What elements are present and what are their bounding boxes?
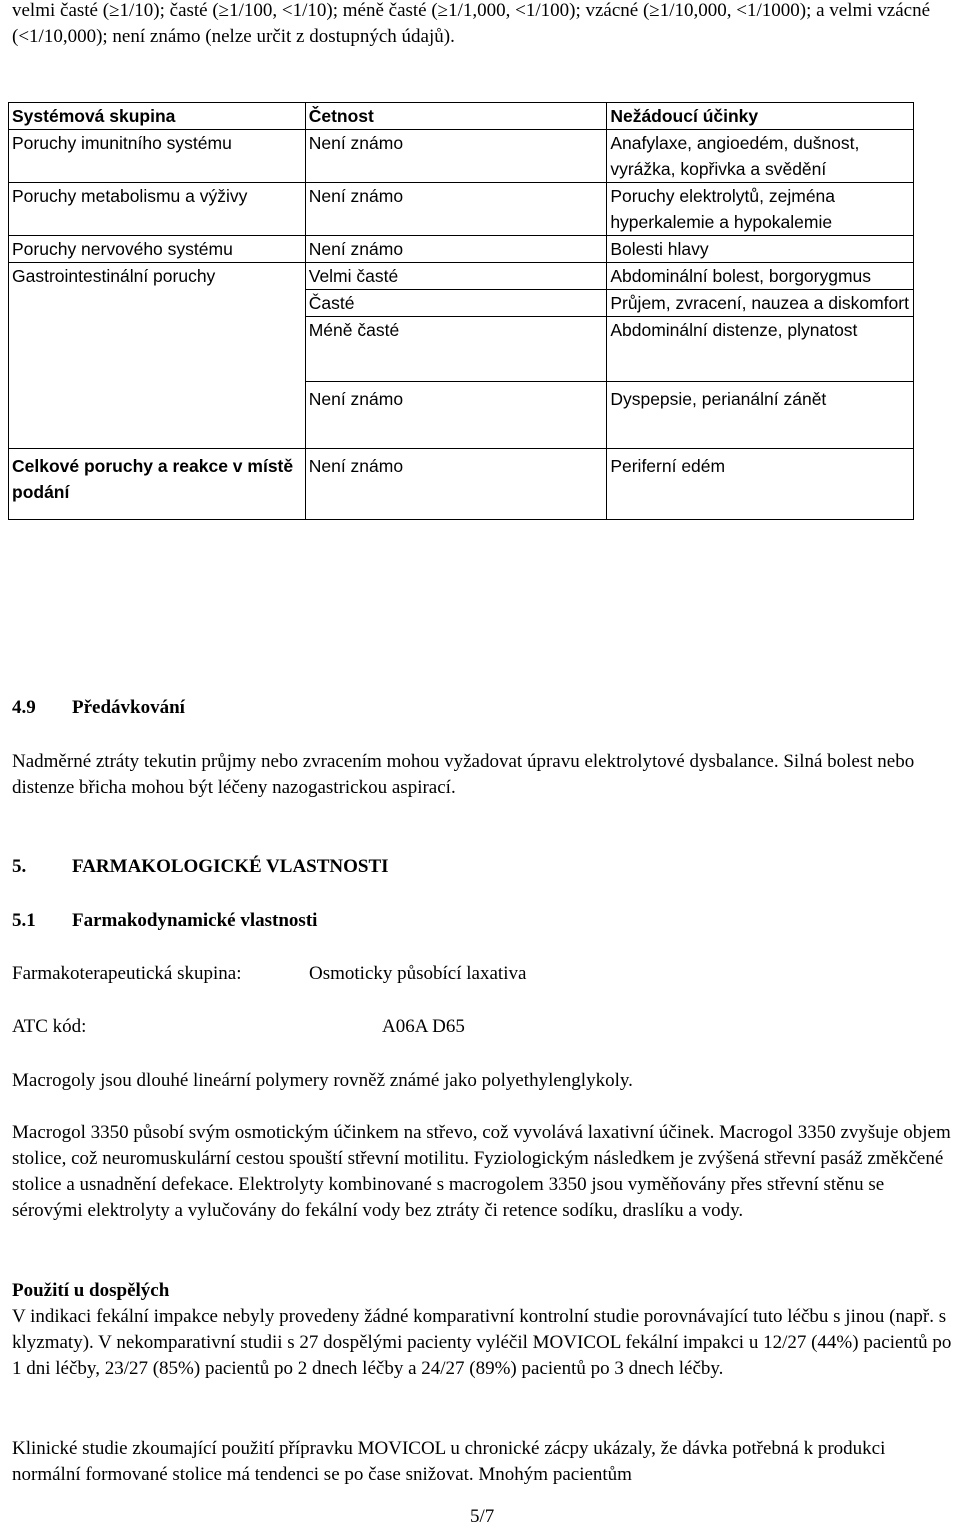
section-heading-5 <box>12 854 389 880</box>
system-cell: Poruchy imunitního systému <box>9 130 306 183</box>
effects-cell: Poruchy elektrolytů, zejména hyperkalemie a hypokalemie <box>607 183 914 236</box>
table-row <box>9 290 914 317</box>
effects-cell: Dyspepsie, perianální zánět <box>607 382 914 449</box>
mechanism-paragraph: Macrogol 3350 působí svým osmotickým účinkem na střevo, což vyvolává laxativní účinek. Macrogol 3350 zvyšuje objem stolice, což neuromuskulární cestou spouští střevní motilitu. Fyziologickým následkem je zvýšená střevní pasáž změkčené stolice a usnadnění defekace. Elektrolyty kombinované s macrogolem 3350 jsou vyměňovány přes střevní stěnu se sérovými elektrolyty a vylučovány do fekální vody bez ztráty či retence sodíku, draslíku a vody. <box>12 1122 951 1221</box>
header-frequency: Četnost <box>305 103 607 130</box>
field-label: ATC kód: <box>12 1016 87 1037</box>
table-row <box>9 448 914 519</box>
effects-cell: Bolesti hlavy <box>607 236 914 263</box>
effects-cell: Průjem, zvracení, nauzea a diskomfort <box>607 290 914 317</box>
frequency-cell: Není známo <box>305 183 607 236</box>
system-cell: Celkové poruchy a reakce v místě podání <box>9 448 306 519</box>
section-title: Předávkování <box>72 697 185 718</box>
frequency-cell: Není známo <box>305 382 607 449</box>
table-row <box>9 236 914 263</box>
section-number: 4.9 <box>12 697 36 718</box>
system-cell <box>9 317 306 382</box>
adult-use-heading: Použití u dospělých <box>12 1280 170 1301</box>
table-row <box>9 263 914 290</box>
system-cell: Poruchy metabolismu a výživy <box>9 183 306 236</box>
page-number: 5/7 <box>470 1506 495 1527</box>
overdose-paragraph: Nadměrné ztráty tekutin průjmy nebo zvracením mohou vyžadovat úpravu elektrolytové dysbalance. Silná bolest nebo distenze břicha mohou být léčeny nazogastrickou aspirací. <box>12 751 915 798</box>
section-number: 5. <box>12 856 27 877</box>
clinical-studies-paragraph: Klinické studie zkoumající použití přípravku MOVICOL u chronické zácpy ukázaly, že dávka potřebná k produkci normální formované stolice má tendenci se po čase snižovat. Mnohým pacientům <box>12 1438 886 1485</box>
frequency-cell: Méně časté <box>305 317 607 382</box>
atc-code <box>12 1014 465 1040</box>
header-system-group: Systémová skupina <box>9 103 306 130</box>
field-value: A06A D65 <box>382 1016 465 1037</box>
system-cell: Gastrointestinální poruchy <box>9 263 306 290</box>
system-cell <box>9 290 306 317</box>
section-heading-4-9 <box>12 695 185 721</box>
frequency-cell: Velmi časté <box>305 263 607 290</box>
table-row <box>9 382 914 449</box>
adult-use-paragraph: V indikaci fekální impakce nebyly provedeny žádné komparativní kontrolní studie porovnávající tuto léčbu s jinou (např. s klyzmaty). V nekomparativní studii s 27 dospělými pacienty vyléčil MOVICOL fekální impakci u 12/27 (44%) pacientů po 1 dni léčby, 23/27 (85%) pacientů po 2 dnech léčby a 24/27 (89%) pacientů po 3 dnech léčby. <box>12 1306 952 1379</box>
frequency-cell: Není známo <box>305 448 607 519</box>
effects-cell: Anafylaxe, angioedém, dušnost, vyrážka, kopřivka a svědění <box>607 130 914 183</box>
table-row <box>9 317 914 382</box>
section-heading-5-1 <box>12 908 317 934</box>
field-label: Farmakoterapeutická skupina: <box>12 963 242 984</box>
header-adverse-effects: Nežádoucí účinky <box>607 103 914 130</box>
table-row <box>9 183 914 236</box>
macrogols-paragraph: Macrogoly jsou dlouhé lineární polymery rovněž známé jako polyethylenglykoly. <box>12 1070 633 1091</box>
system-cell: Poruchy nervového systému <box>9 236 306 263</box>
section-number: 5.1 <box>12 910 36 931</box>
section-title: Farmakodynamické vlastnosti <box>72 910 318 931</box>
adverse-effects-table <box>8 102 914 520</box>
table-header-row <box>9 103 914 130</box>
frequency-cell: Není známo <box>305 130 607 183</box>
frequency-cell: Časté <box>305 290 607 317</box>
effects-cell: Periferní edém <box>607 448 914 519</box>
frequency-cell: Není známo <box>305 236 607 263</box>
frequency-definitions: velmi časté (≥1/10); časté (≥1/100, <1/10); méně časté (≥1/1,000, <1/100); vzácné (≥1/10,000, <1/1000); a velmi vzácné (<1/10,000); není známo (nelze určit z dostupných údajů). <box>12 0 931 47</box>
pharmacotherapeutic-group <box>12 961 526 987</box>
effects-cell: Abdominální distenze, plynatost <box>607 317 914 382</box>
section-title: FARMAKOLOGICKÉ VLASTNOSTI <box>72 856 389 877</box>
field-value: Osmoticky působící laxativa <box>309 963 527 984</box>
system-cell <box>9 382 306 449</box>
effects-cell: Abdominální bolest, borgorygmus <box>607 263 914 290</box>
table-row <box>9 130 914 183</box>
